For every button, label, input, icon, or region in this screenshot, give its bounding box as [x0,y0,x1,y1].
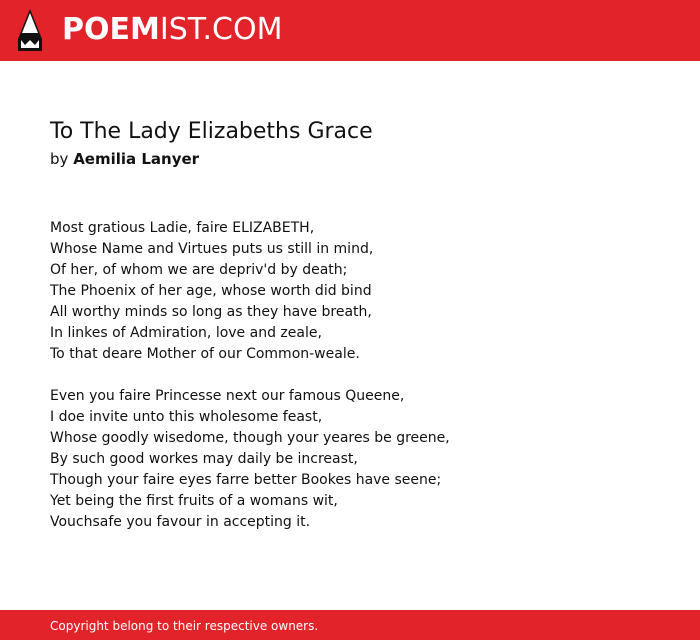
site-footer [0,610,700,640]
poem-line: By such good workes may daily be increast, [50,451,358,467]
poem-line: I doe invite unto this wholesome feast, [50,409,323,425]
poem-line: Even you faire Princesse next our famous Queene, [50,388,405,404]
poem-line: All worthy minds so long as they have breath, [50,304,372,320]
poem-line: Most gratious Ladie, faire ELIZABETH, [50,220,315,236]
by-label: by [50,150,69,168]
poem-line: Whose goodly wisedome, though your yeares be greene, [50,430,450,446]
poem-line: In linkes of Admiration, love and zeale, [50,325,322,341]
brand-bold-text: POEM [62,12,160,47]
site-header [0,0,700,61]
poem-title: To The Lady Elizabeths Grace [50,119,373,144]
copyright-text: Copyright belong to their respective owners. [50,619,319,633]
byline [50,149,199,169]
pencil-icon[interactable] [18,9,42,51]
poem-line: The Phoenix of her age, whose worth did bind [50,283,372,299]
author-name: Aemilia Lanyer [73,150,200,168]
stanza-1 [50,218,670,365]
poem-line: To that deare Mother of our Common-weale. [50,346,360,362]
poem-line: Of her, of whom we are depriv'd by death; [50,262,348,278]
poem-line: Though your faire eyes farre better Bookes have seene; [50,472,442,488]
poem-line: Vouchsafe you favour in accepting it. [50,514,311,530]
poem-line: Yet being the first fruits of a womans wit, [50,493,338,509]
poem-line: Whose Name and Virtues puts us still in mind, [50,241,374,257]
site-logo[interactable] [62,12,282,48]
poem-body [50,218,670,554]
brand-light-text: IST.COM [159,12,283,47]
stanza-2 [50,386,670,533]
